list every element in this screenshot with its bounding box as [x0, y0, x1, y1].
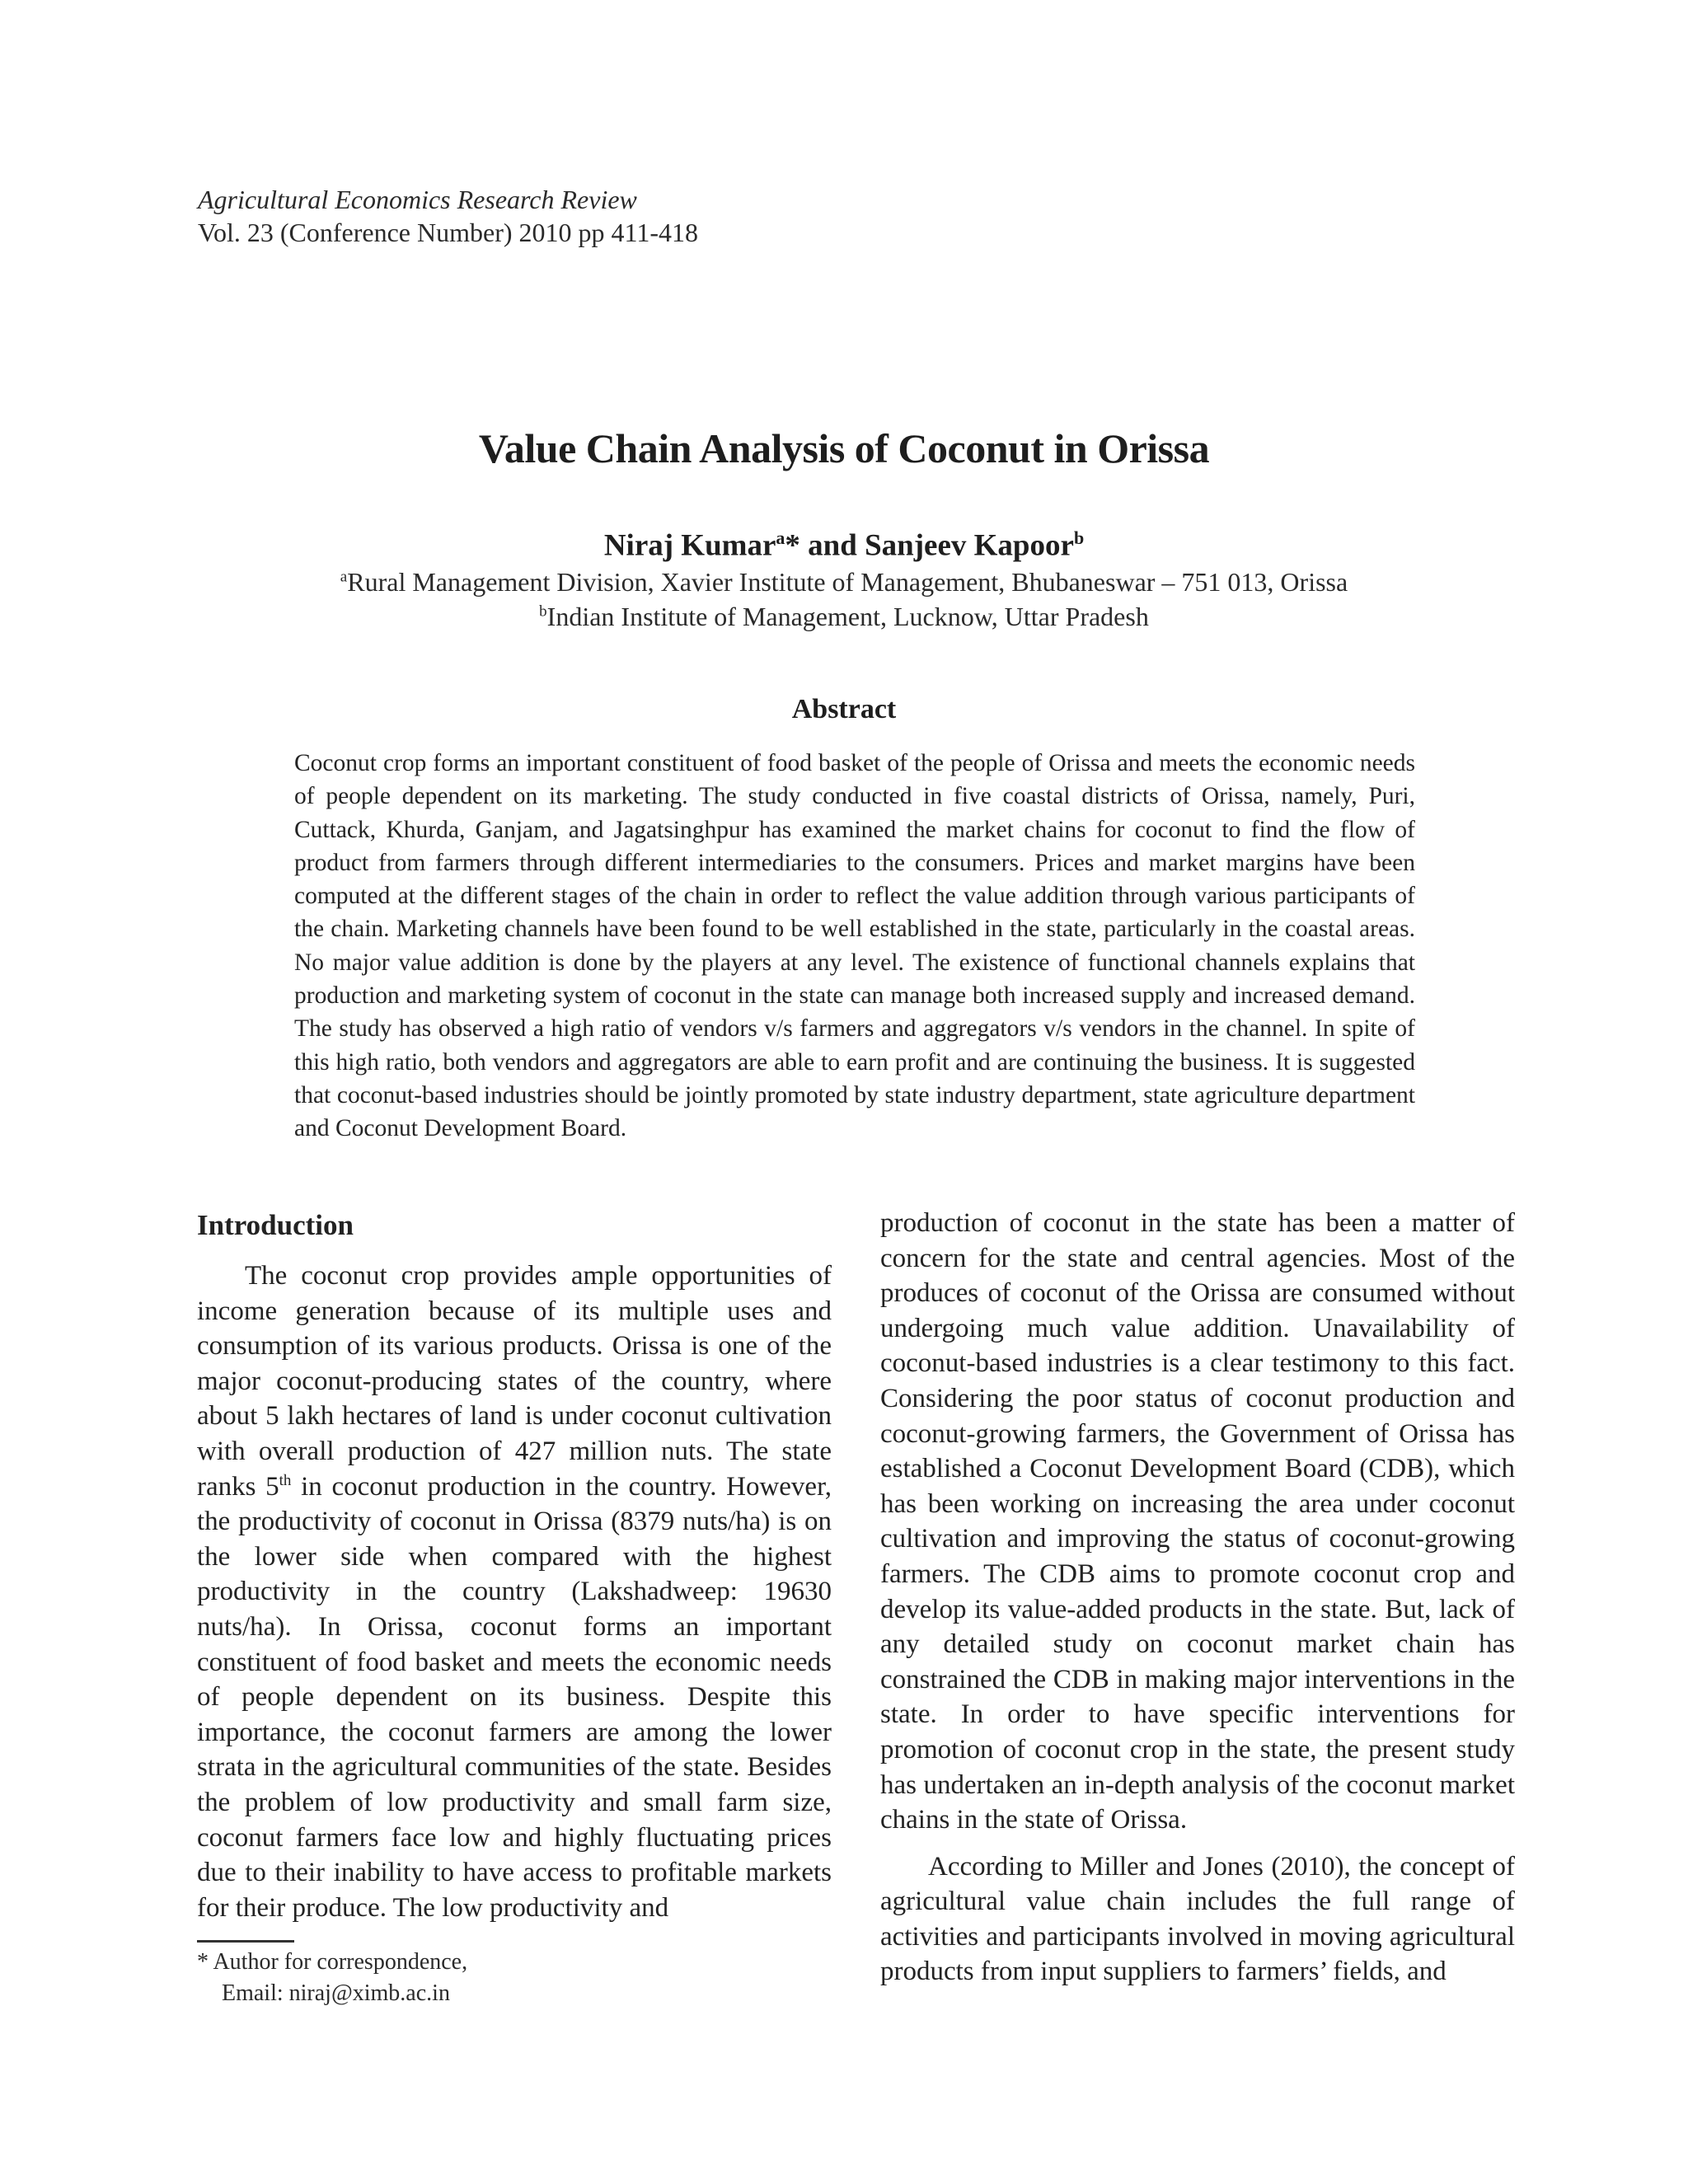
footnote-rule: [197, 1940, 294, 1943]
intro-text: in coconut production in the country. However, the productivity of coconut in Orissa (8379 nuts/ha) is on the lower side when compared with the highest productivity in the country (Lakshadweep: 19630 nuts/ha). In Orissa, coconut forms an important constituent of food basket and meets the economic needs of people dependent on its business. Despite this importance, the coconut farmers are among the lower strata in the agricultural communities of the state. Besides the problem of low productivity and small farm size, coconut farmers face low and highly fluctuating prices due to their inability to have access to profitable markets for their produce. The low productivity and: [197, 1471, 832, 1923]
affiliation-mark: b: [1073, 527, 1085, 548]
section-heading-introduction: Introduction: [197, 1209, 354, 1241]
affiliation-text: Indian Institute of Management, Lucknow, Uttar Pradesh: [546, 602, 1149, 631]
footnote-email: Email: niraj@ximb.ac.in: [222, 1980, 450, 2006]
journal-header: [198, 183, 698, 249]
journal-volume: Vol. 23 (Conference Number) 2010 pp 411-418: [198, 218, 698, 247]
intro-paragraph: According to Miller and Jones (2010), the concept of agricultural value chain includes the full range of activities and participants involved in moving agricultural products from input suppliers to farmers’ fields, and: [880, 1851, 1515, 1987]
affiliation-b: [0, 602, 1688, 632]
journal-name: Agricultural Economics Research Review: [198, 185, 637, 214]
footnote: [197, 1947, 467, 2009]
affiliation-a: [0, 567, 1688, 598]
affiliation-mark: b: [539, 602, 547, 621]
author-name: Sanjeev Kapoor: [865, 528, 1074, 563]
intro-text: The coconut crop provides ample opportunities of income generation because of its multiple uses and consumption of its various products. Orissa is one of the major coconut-producing states of the country, where about 5 lakh hectares of land is under coconut cultivation with overall production of 427 million nuts. The state ranks 5: [197, 1261, 832, 1502]
footnote-line: * Author for correspondence,: [197, 1949, 468, 1975]
author-connector: and: [799, 528, 865, 563]
corresponding-mark: *: [785, 528, 800, 563]
paper-title: Value Chain Analysis of Coconut in Orissa: [478, 425, 1210, 471]
right-column: [880, 1206, 1515, 1990]
ordinal-suffix: th: [279, 1471, 292, 1489]
affiliation-text: Rural Management Division, Xavier Institute of Management, Bhubaneswar – 751 013, Orissa: [347, 567, 1348, 597]
intro-paragraph: [197, 1258, 832, 1925]
left-column: [197, 1207, 832, 1925]
intro-paragraph-continued: production of coconut in the state has been a matter of concern for the state and central agencies. Most of the produces of coconut of the Orissa are consumed without undergoing much value addition. Unavailability of coconut-based industries is a clear testimony to this fact. Considering the poor status of coconut production and coconut-growing farmers, the Government of Orissa has established a Coconut Development Board (CDB), which has been working on increasing the area under coconut cultivation and improving the status of coconut-growing farmers. The CDB aims to promote coconut crop and develop its value-added products in the state. But, lack of any detailed study on coconut market chain has constrained the CDB in making major interventions in the state. In order to have specific interventions for promotion of coconut crop in the state, the present study has undertaken an in-depth analysis of the coconut market chains in the state of Orissa.: [880, 1208, 1515, 1835]
affiliation-mark: a: [340, 568, 348, 586]
author-name: Niraj Kumar: [603, 528, 776, 563]
affiliation-mark: a: [776, 527, 785, 548]
abstract-text: Coconut crop forms an important constituent of food basket of the people of Orissa and meets the economic needs of people dependent on its marketing. The study conducted in five coastal districts of Orissa, namely, Puri, Cuttack, Khurda, Ganjam, and Jagatsinghpur has examined the market chains for coconut to find the flow of product from farmers through different intermediaries to the consumers. Prices and market margins have been computed at the different stages of the chain in order to reflect the value addition through various participants of the chain. Marketing channels have been found to be well established in the state, particularly in the coastal areas. No major value addition is done by the players at any level. The existence of functional channels explains that production and marketing system of coconut in the state can manage both increased supply and increased demand. The study has observed a high ratio of vendors v/s farmers and aggregators v/s vendors in the channel. In spite of this high ratio, both vendors and aggregators are able to earn profit and are continuing the business. It is suggested that coconut-based industries should be jointly promoted by state industry department, state agriculture department and Coconut Development Board.: [294, 750, 1415, 1142]
author-line: [0, 527, 1688, 563]
abstract-heading: Abstract: [791, 694, 897, 724]
